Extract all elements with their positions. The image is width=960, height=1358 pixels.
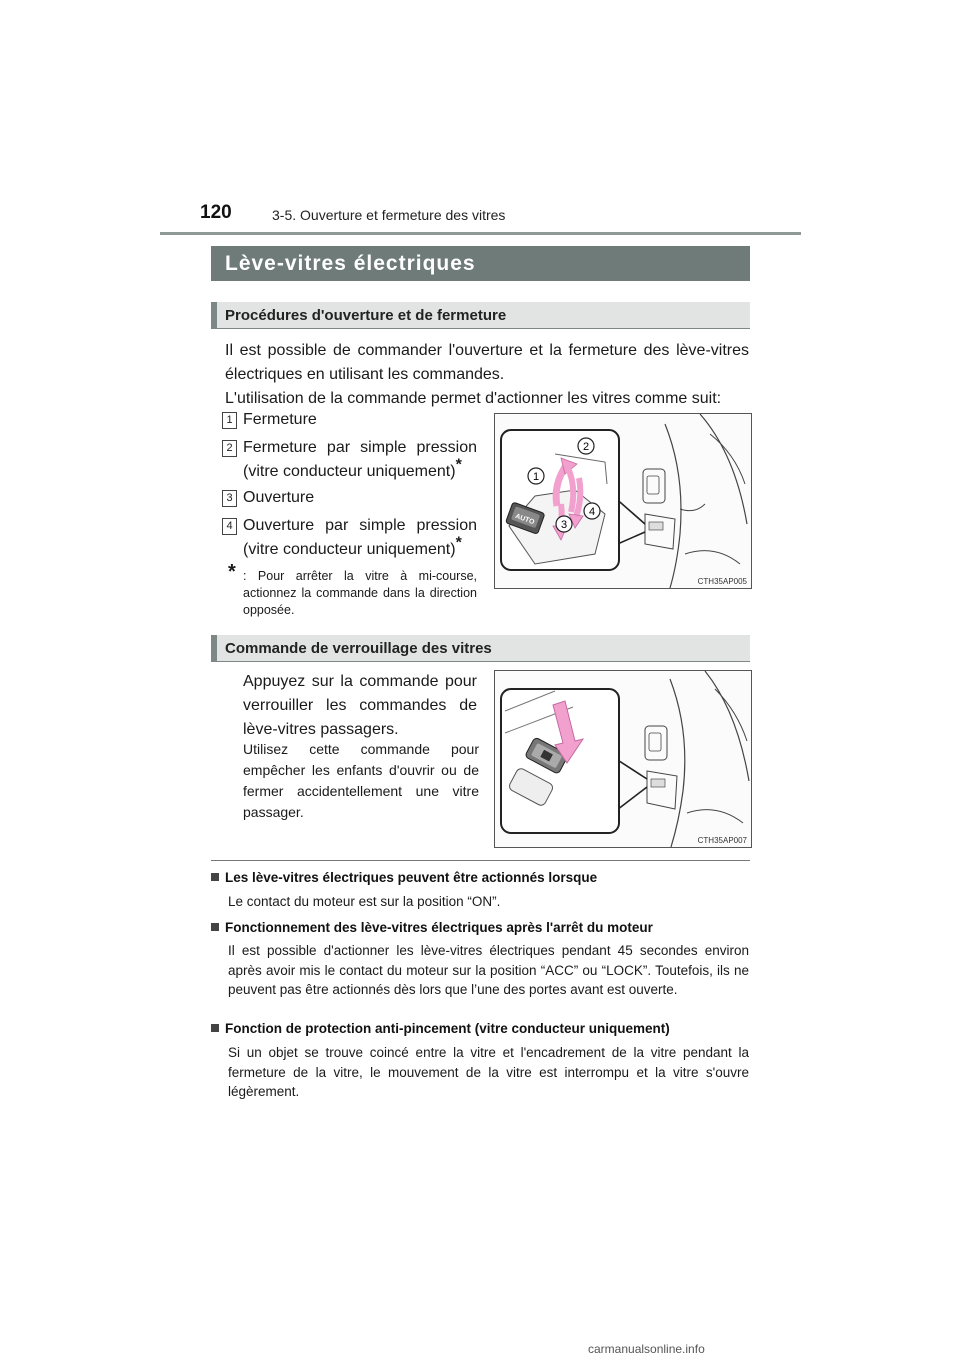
callout-1: 1 — [532, 471, 540, 483]
section-title: Lève-vitres électriques — [211, 246, 750, 281]
step-2-number: 2 — [222, 440, 237, 457]
callout-3: 3 — [560, 519, 568, 531]
procedures-heading: Procédures d'ouverture et de fermeture — [211, 302, 750, 329]
callout-2: 2 — [582, 441, 590, 453]
bullet-square-icon — [211, 923, 219, 931]
note-2-body: Il est possible d'actionner les lève-vitres électriques pendant 45 secondes environ après avoir mis le contact du moteur sur la position “ACC” ou “LOCK”. Toutefois, ils ne peuvent pas être actionnés dès lors que l’une des portes avant est ouverte. — [228, 943, 749, 997]
notes-rule — [211, 860, 750, 861]
note-3-heading: Fonction de protection anti-pincement (vitre conducteur uniquement) — [211, 1021, 670, 1036]
step-4-text: Ouverture par simple pression (vitre conducteur uniquement)* — [243, 517, 477, 558]
window-lock-figure — [494, 670, 752, 848]
step-4-number: 4 — [222, 518, 237, 535]
procedures-intro-1: Il est possible de commander l'ouverture et la fermeture des lève-vitres électriques en utilisant les commandes. — [225, 342, 749, 383]
bullet-square-icon — [211, 873, 219, 881]
window-switch-illustration — [495, 414, 751, 588]
breadcrumb: 3-5. Ouverture et fermeture des vitres — [272, 207, 506, 223]
step-2-text: Fermeture par simple pression (vitre conducteur uniquement)* — [243, 439, 477, 480]
lock-heading: Commande de verrouillage des vitres — [211, 635, 750, 662]
window-switch-figure — [494, 413, 752, 589]
bullet-square-icon — [211, 1024, 219, 1032]
callout-4: 4 — [588, 506, 596, 518]
step-1-text: Fermeture — [243, 411, 317, 428]
lock-text: Appuyez sur la commande pour verrouiller les commandes de lève-vitres passagers. — [243, 673, 477, 738]
note-1-heading: Les lève-vitres électriques peuvent être actionnés lorsque — [211, 870, 597, 885]
note-3-body: Si un objet se trouve coincé entre la vitre et l'encadrement de la vitre pendant la fermeture de la vitre, le mouvement de la vitre est interrompu et la vitre s'ouvre légèrement. — [228, 1045, 749, 1099]
window-lock-illustration — [495, 671, 751, 847]
step-3-text: Ouverture — [243, 489, 315, 506]
footnote-star: * — [228, 561, 236, 583]
step-2-star: * — [455, 456, 462, 474]
step-3-number: 3 — [222, 490, 237, 507]
lock-subtext: Utilisez cette commande pour empêcher les enfants d'ouvrir ou de fermer accidentellement une vitre passager. — [243, 741, 479, 820]
page-number: 120 — [200, 202, 232, 223]
figure-1-code: CTH35AP005 — [697, 577, 747, 586]
note-2-heading: Fonctionnement des lève-vitres électriques après l'arrêt du moteur — [211, 920, 653, 935]
step-4-star: * — [455, 534, 462, 552]
procedures-intro-2: L'utilisation de la commande permet d'actionner les vitres comme suit: — [225, 390, 722, 407]
step-1-number: 1 — [222, 412, 237, 429]
watermark: carmanualsonline.info — [588, 1342, 705, 1356]
figure-2-code: CTH35AP007 — [697, 836, 747, 845]
auto-switch-label: AUTO — [514, 512, 536, 527]
footnote: : Pour arrêter la vitre à mi-course, actionnez la commande dans la direction opposée. — [243, 569, 477, 617]
header-rule — [160, 232, 801, 235]
note-1-body: Le contact du moteur est sur la position “ON”. — [228, 894, 501, 909]
